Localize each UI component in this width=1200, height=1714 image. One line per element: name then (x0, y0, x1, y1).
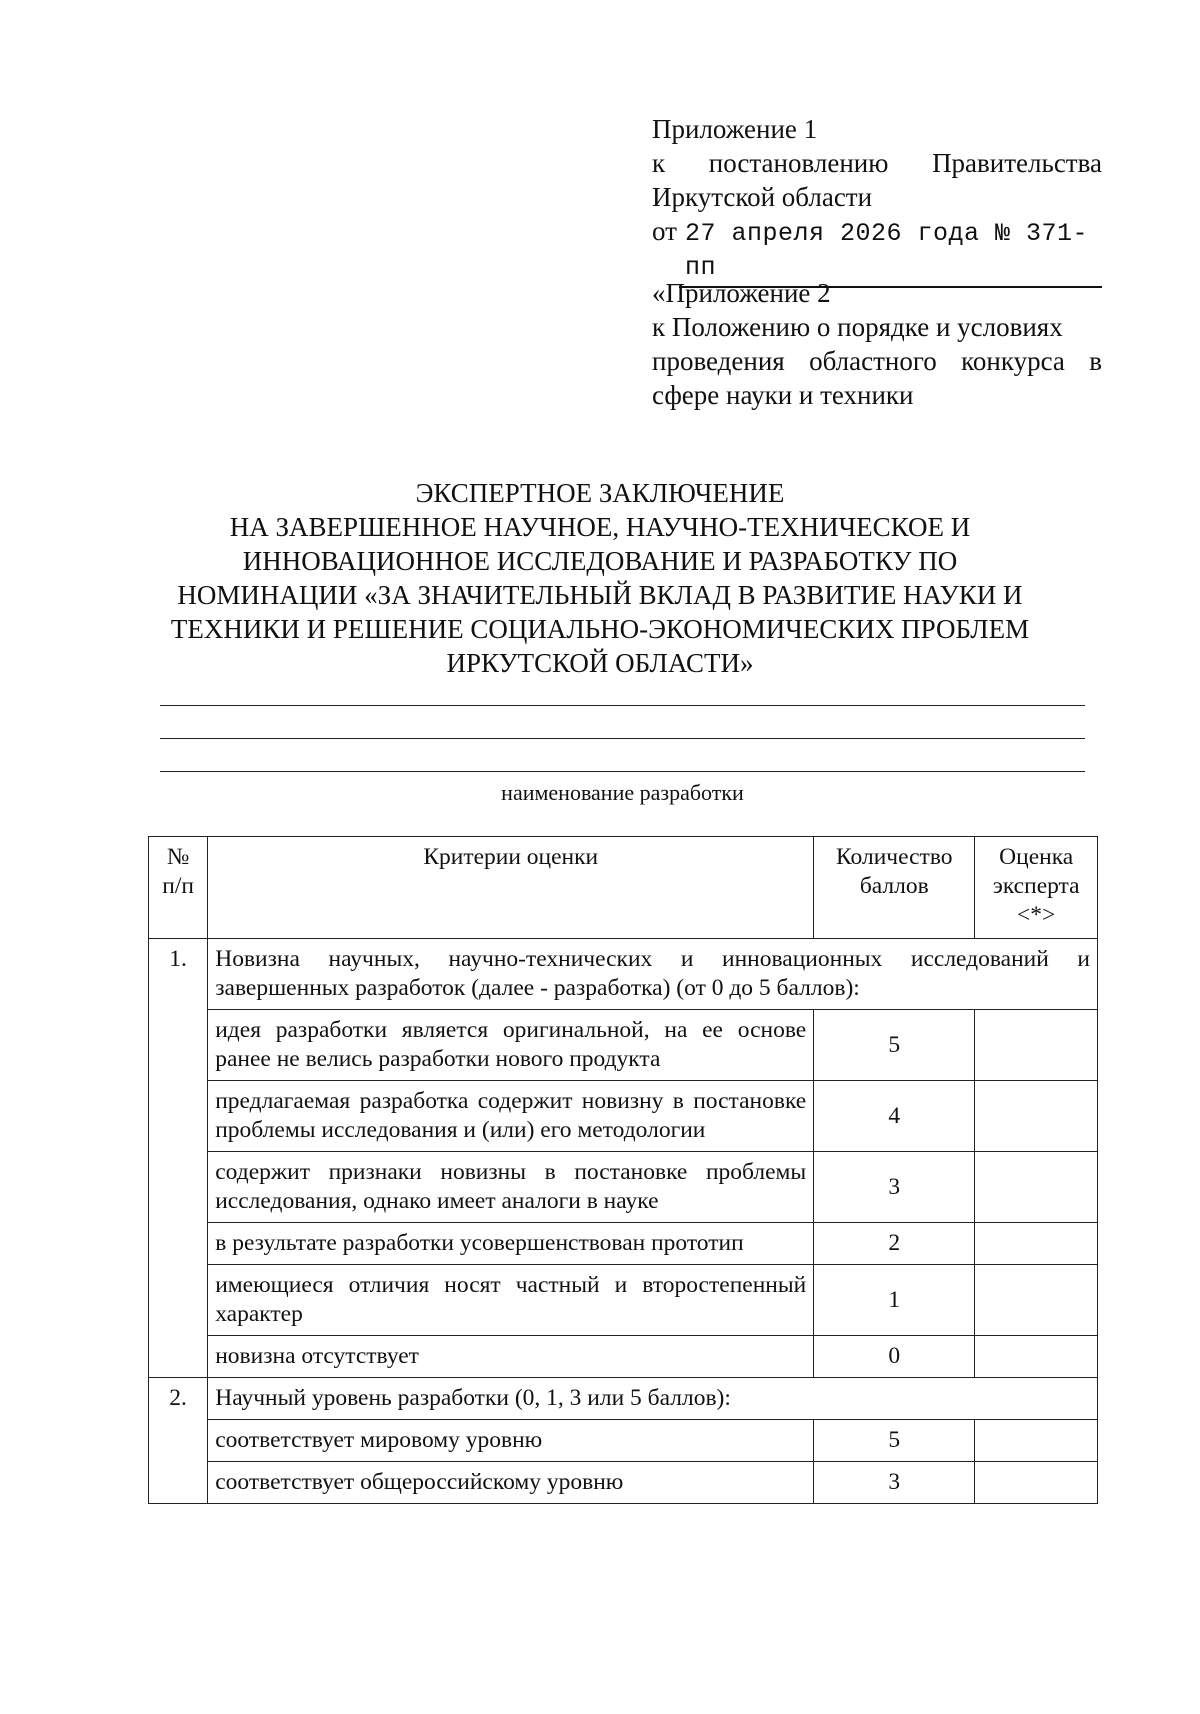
expert-score-cell[interactable] (975, 1223, 1098, 1265)
evaluation-table (148, 836, 1098, 1504)
title-line: ИРКУТСКОЙ ОБЛАСТИ» (446, 648, 754, 678)
header-criteria: Критерии оценки (208, 837, 814, 939)
table-header-row (149, 837, 1098, 939)
criterion-row (149, 1223, 1098, 1265)
appendix2-word: конкурса (961, 346, 1065, 376)
criterion-text: соответствует общероссийскому уровню (208, 1462, 814, 1504)
criterion-row (149, 1265, 1098, 1336)
criterion-text: соответствует мировому уровню (208, 1420, 814, 1462)
expert-score-cell[interactable] (975, 1010, 1098, 1081)
criterion-text: новизна отсутствует (208, 1336, 814, 1378)
date-prefix: от (652, 216, 677, 246)
criterion-text: предлагаемая разработка содержит новизну в постановке проблемы исследования и (или) его методологии (208, 1081, 814, 1152)
expert-score-cell[interactable] (975, 1420, 1098, 1462)
appendix2-line2: к Положению о порядке и условиях (652, 312, 1063, 342)
appendix2-line3 (652, 344, 1102, 378)
section-heading: Научный уровень разработки (0, 1, 3 или 5 баллов): (208, 1378, 1098, 1420)
criterion-row (149, 1420, 1098, 1462)
date-value: 27 апреля 2026 года № 371-пп (679, 217, 1102, 288)
header-expert: Оценка эксперта <*> (975, 837, 1098, 939)
criterion-row (149, 1081, 1098, 1152)
criterion-text: идея разработки является оригинальной, на ее основе ранее не велись разработки нового продукта (208, 1010, 814, 1081)
expert-score-cell[interactable] (975, 1462, 1098, 1504)
document-title (130, 476, 1070, 680)
expert-score-cell[interactable] (975, 1336, 1098, 1378)
header-num: № п/п (149, 837, 208, 939)
criterion-points: 2 (814, 1223, 975, 1265)
section-number: 2. (149, 1378, 208, 1504)
criterion-points: 0 (814, 1336, 975, 1378)
appendix1-line3: Иркутской области (652, 182, 873, 212)
criterion-text: в результате разработки усовершенствован прототип (208, 1223, 814, 1265)
appendix2-block (652, 276, 1102, 412)
fill-in-line (160, 705, 1085, 706)
appendix1-title: Приложение 1 (652, 114, 818, 144)
title-line: ИННОВАЦИОННОЕ ИССЛЕДОВАНИЕ И РАЗРАБОТКУ ПО (242, 546, 958, 576)
title-line: НОМИНАЦИИ «ЗА ЗНАЧИТЕЛЬНЫЙ ВКЛАД В РАЗВИТИЕ НАУКИ И (177, 580, 1023, 610)
expert-score-cell[interactable] (975, 1152, 1098, 1223)
fill-in-line (160, 738, 1085, 739)
criterion-points: 5 (814, 1010, 975, 1081)
criterion-points: 5 (814, 1420, 975, 1462)
section-heading-row (149, 939, 1098, 1010)
expert-score-cell[interactable] (975, 1081, 1098, 1152)
criterion-text: содержит признаки новизны в постановке проблемы исследования, однако имеет аналоги в науке (208, 1152, 814, 1223)
criterion-text: имеющиеся отличия носят частный и второстепенный характер (208, 1265, 814, 1336)
expert-score-cell[interactable] (975, 1265, 1098, 1336)
title-line: ЭКСПЕРТНОЕ ЗАКЛЮЧЕНИЕ (415, 478, 785, 508)
fill-in-caption: наименование разработки (501, 780, 744, 805)
appendix1-line2 (652, 146, 1102, 180)
appendix2-word: проведения (652, 346, 785, 376)
section-heading-row (149, 1378, 1098, 1420)
section-number: 1. (149, 939, 208, 1378)
appendix2-title: «Приложение 2 (652, 278, 831, 308)
appendix2-word: в (1089, 346, 1102, 376)
appendix1-word: Правительства (932, 148, 1102, 178)
criterion-points: 1 (814, 1265, 975, 1336)
header-points: Количество баллов (814, 837, 975, 939)
appendix2-line4: сфере науки и техники (652, 380, 914, 410)
criterion-row (149, 1010, 1098, 1081)
criterion-points: 3 (814, 1152, 975, 1223)
appendix1-block (652, 112, 1102, 288)
title-line: НА ЗАВЕРШЕННОЕ НАУЧНОЕ, НАУЧНО-ТЕХНИЧЕСКОЕ И (229, 512, 971, 542)
title-line: ТЕХНИКИ И РЕШЕНИЕ СОЦИАЛЬНО-ЭКОНОМИЧЕСКИХ ПРОБЛЕМ (170, 614, 1030, 644)
fill-in-line (160, 771, 1085, 772)
criterion-row (149, 1336, 1098, 1378)
criterion-row (149, 1462, 1098, 1504)
appendix1-word: к (652, 148, 666, 178)
criterion-points: 4 (814, 1081, 975, 1152)
criterion-row (149, 1152, 1098, 1223)
appendix2-word: областного (809, 346, 937, 376)
criterion-points: 3 (814, 1462, 975, 1504)
section-heading: Новизна научных, научно-технических и инновационных исследований и завершенных разработок (далее - разработка) (от 0 до 5 баллов): (208, 939, 1098, 1010)
appendix1-word: постановлению (708, 148, 889, 178)
